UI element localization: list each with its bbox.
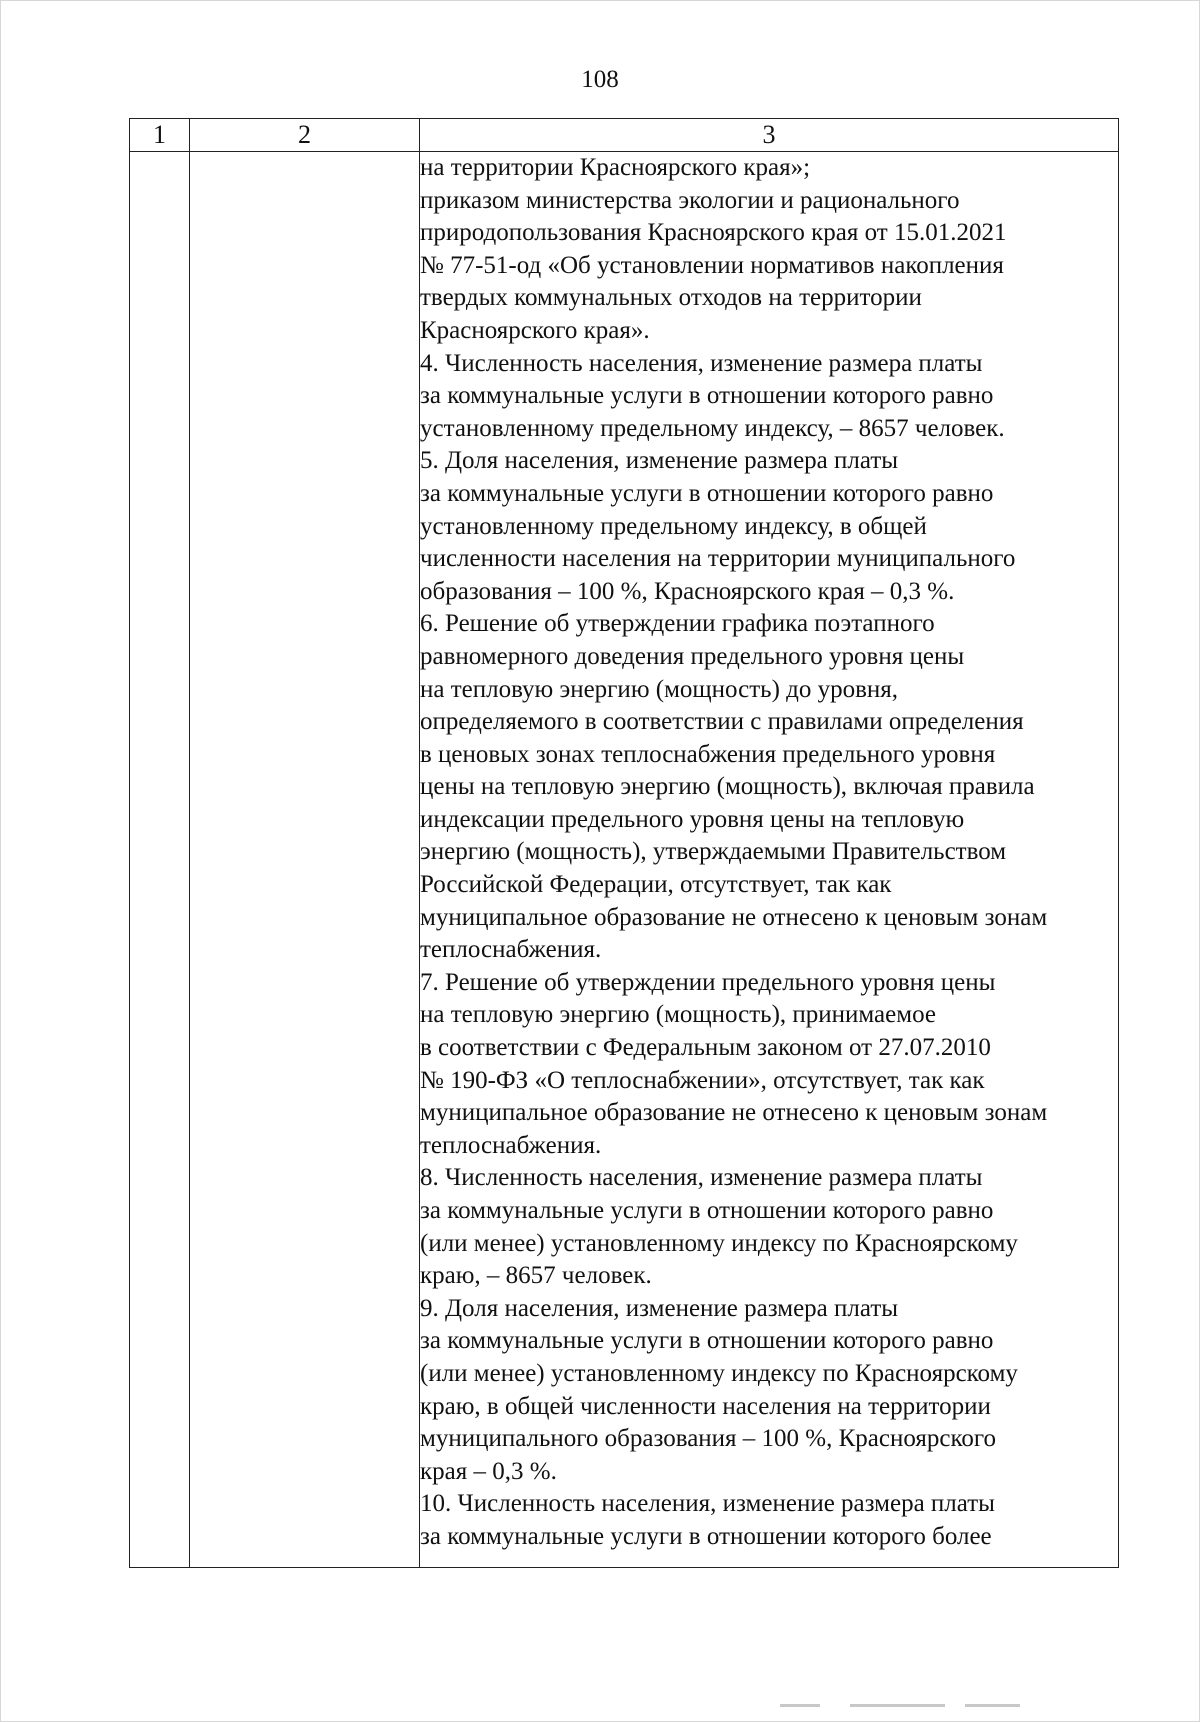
text-line: края – 0,3 %.	[420, 1457, 557, 1485]
text-line: за коммунальные услуги в отношении которого равно	[420, 1327, 994, 1355]
table-header-row	[130, 119, 1119, 152]
text-line: Красноярского края».	[420, 316, 650, 344]
text-line: 10. Численность населения, изменение размера платы	[420, 1490, 995, 1518]
text-line: за коммунальные услуги в отношении которого равно	[420, 1197, 994, 1224]
text-line: 7. Решение об утверждении предельного уровня цены	[420, 968, 996, 996]
text-line: муниципального образования – 100 %, Красноярского	[420, 1425, 996, 1453]
column-2-cell	[190, 152, 420, 1568]
text-line: в ценовых зонах теплоснабжения предельного уровня	[420, 740, 996, 768]
page-number: 108	[581, 66, 619, 93]
text-line: (или менее) установленному индексу по Красноярскому	[420, 1229, 1018, 1257]
document-table	[129, 118, 1119, 1568]
text-line: краю, – 8657 человек.	[420, 1262, 652, 1290]
text-line: в соответствии с Федеральным законом от 27.07.2010	[420, 1034, 991, 1062]
text-line: краю, в общей численности населения на территории	[420, 1392, 991, 1420]
text-line: твердых коммунальных отходов на территории	[420, 284, 922, 312]
column-header-3: 3	[420, 119, 1119, 152]
scan-artifact	[850, 1704, 945, 1707]
text-line: индексации предельного уровня цены на тепловую	[420, 805, 965, 833]
table-row	[130, 152, 1119, 1568]
column-3-cell	[420, 152, 1119, 1568]
text-line: за коммунальные услуги в отношении которого равно	[420, 479, 994, 507]
text-line: образования – 100 %, Красноярского края – 0,3 %.	[420, 577, 955, 605]
scan-artifact	[965, 1704, 1020, 1707]
text-line: № 190-ФЗ «О теплоснабжении», отсутствует, так как	[420, 1066, 985, 1094]
text-line: муниципальное образование не отнесено к ценовым зонам	[420, 903, 1048, 931]
text-line: муниципальное образование не отнесено к ценовым зонам	[420, 1099, 1048, 1127]
text-line: установленному предельному индексу, в общей	[420, 512, 927, 540]
text-line: 6. Решение об утверждении графика поэтапного	[420, 610, 935, 638]
column-header-1: 1	[130, 119, 190, 152]
text-line: энергию (мощность), утверждаемыми Правительством	[420, 838, 1007, 866]
text-line: на территории Красноярского края»;	[420, 154, 811, 181]
text-line: приказом министерства экологии и рационального	[420, 186, 960, 214]
text-line: на тепловую энергию (мощность), принимаемое	[420, 1001, 936, 1029]
text-line: природопользования Красноярского края от 15.01.2021	[420, 219, 1007, 247]
column-header-2: 2	[190, 119, 420, 152]
text-line: цены на тепловую энергию (мощность), включая правила	[420, 773, 1035, 801]
text-line: теплоснабжения.	[420, 1131, 602, 1159]
text-line: № 77-51-од «Об установлении нормативов накопления	[420, 251, 1004, 279]
text-line: Российской Федерации, отсутствует, так как	[420, 871, 892, 899]
scan-artifact	[780, 1704, 820, 1707]
text-line: численности населения на территории муниципального	[420, 545, 1016, 573]
text-line: за коммунальные услуги в отношении которого равно	[420, 382, 994, 410]
text-line: 4. Численность населения, изменение размера платы	[420, 349, 983, 377]
text-line: 8. Численность населения, изменение размера платы	[420, 1164, 983, 1192]
text-line: на тепловую энергию (мощность) до уровня,	[420, 675, 899, 703]
text-line: определяемого в соответствии с правилами определения	[420, 708, 1024, 736]
text-line: (или менее) установленному индексу по Красноярскому	[420, 1359, 1018, 1387]
text-line: установленному предельному индексу, – 8657 человек.	[420, 414, 1005, 442]
text-line: за коммунальные услуги в отношении которого более	[420, 1522, 992, 1550]
text-line: 9. Доля населения, изменение размера платы	[420, 1294, 899, 1322]
column-1-cell	[130, 152, 190, 1568]
text-line: равномерного доведения предельного уровня цены	[420, 642, 965, 670]
text-line: 5. Доля населения, изменение размера платы	[420, 447, 899, 475]
text-line: теплоснабжения.	[420, 936, 602, 964]
